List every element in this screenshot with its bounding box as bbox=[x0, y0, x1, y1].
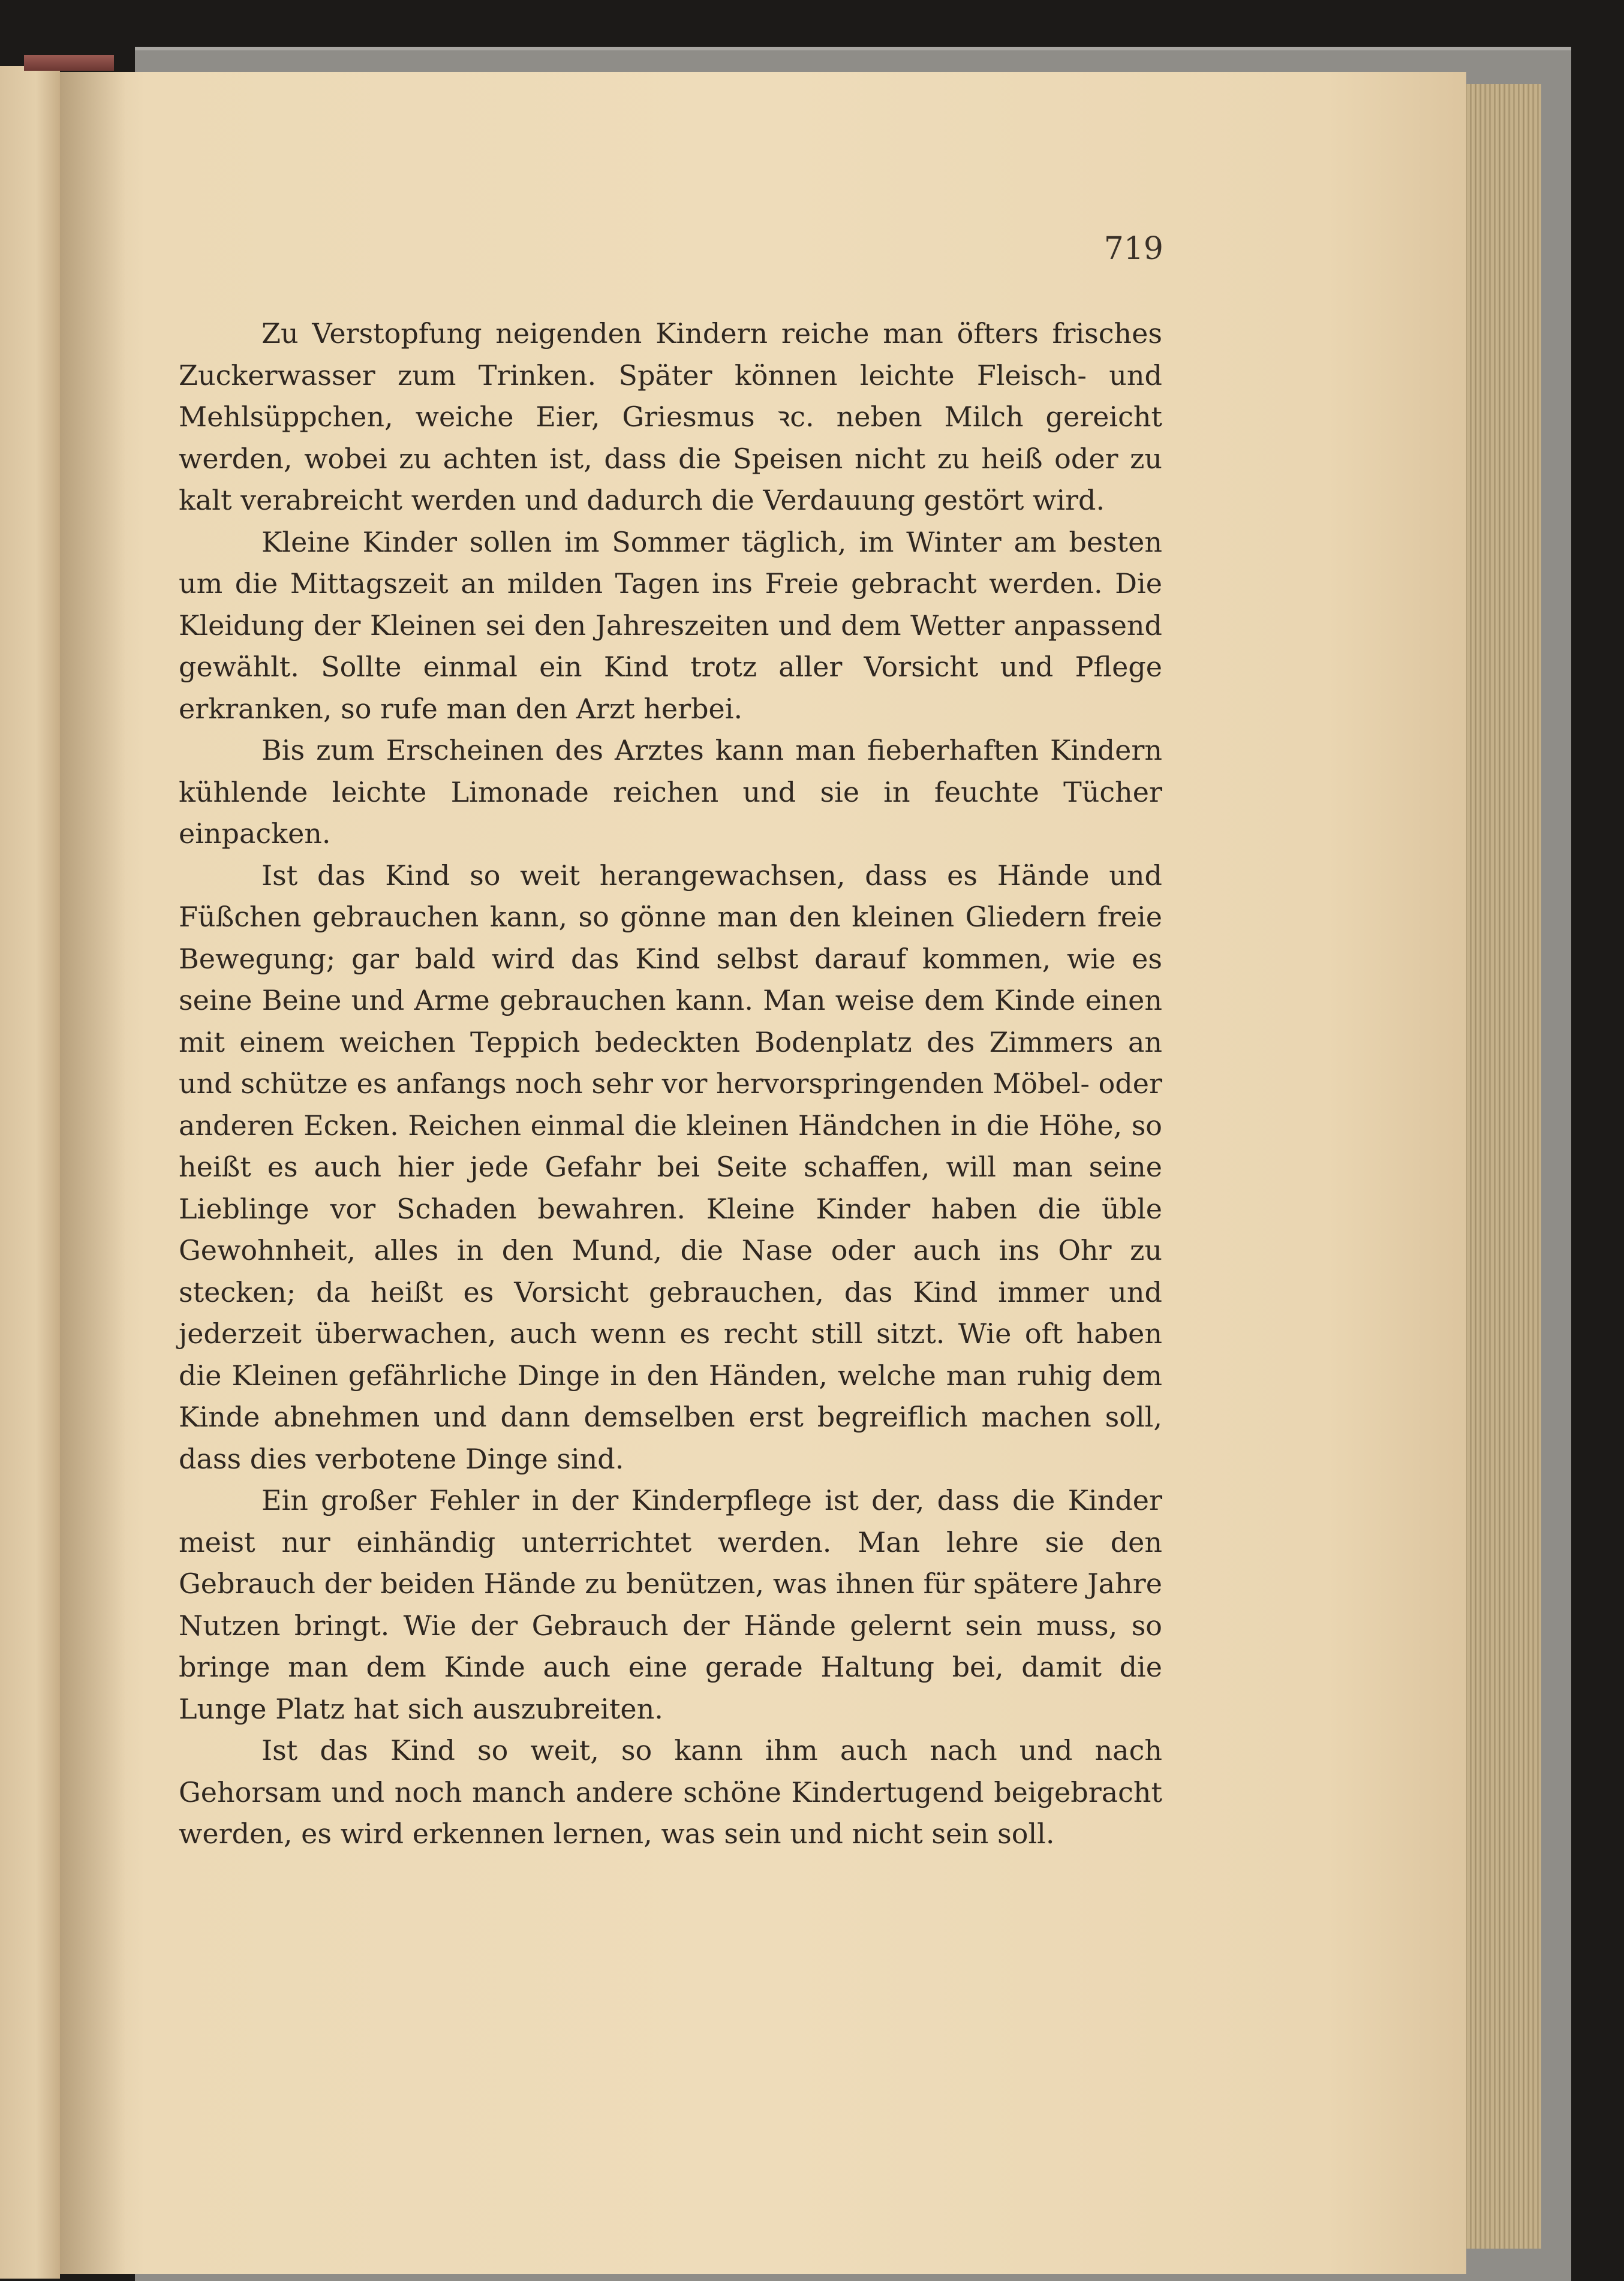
paragraph: Ist das Kind so weit, so kann ihm auch nach und nach Gehorsam und noch manch andere schöne Kindertugend beigebracht werden, es wird erkennen lernen, was sein und nicht sein soll. bbox=[179, 1734, 1162, 1850]
paragraph: Kleine Kinder sollen im Sommer täglich, im Winter am besten um die Mittagszeit an milden Tagen ins Freie gebracht werden. Die Kleidung der Kleinen sei den Jahreszeiten und dem Wetter anpassend gewählt. Sollte einmal ein Kind trotz aller Vorsicht und Pflege erkranken, so rufe man den Arzt herbei. bbox=[179, 525, 1162, 725]
paragraph: Bis zum Erscheinen des Arztes kann man fieberhaften Kindern kühlende leichte Limonade reichen und sie in feuchte Tücher einpacken. bbox=[179, 734, 1162, 850]
left-page-edge bbox=[0, 66, 60, 2279]
bookmark-ribbon bbox=[24, 55, 114, 71]
paragraph: Ein großer Fehler in der Kinderpflege ist der, dass die Kinder meist nur einhändig unterrichtet werden. Man lehre sie den Gebrauch der beiden Hände zu benützen, was ihnen für spätere Jahre Nutzen bringt. Wie der Gebrauch der Hände gelernt sein muss, so bringe man dem Kinde auch eine gerade Haltung bei, damit die Lunge Platz hat sich auszubreiten. bbox=[179, 1484, 1162, 1725]
paragraph: Zu Verstopfung neigenden Kindern reiche man öfters frisches Zuckerwasser zum Trinken. Später können leichte Fleisch- und Mehlsüppchen, weiche Eier, Griesmus ꝛc. neben Milch gereicht werden, wobei zu achten ist, dass die Speisen nicht zu heiß oder zu kalt verabreicht werden und dadurch die Verdauung gestört wird. bbox=[179, 317, 1162, 516]
paragraph: Ist das Kind so weit herangewachsen, dass es Hände und Füßchen gebrauchen kann, so gönne man den kleinen Gliedern freie Bewegung; gar bald wird das Kind selbst darauf kommen, wie es seine Beine und Arme gebrauchen kann. Man weise dem Kinde einen mit einem weichen Teppich bedeckten Bodenplatz des Zimmers an und schütze es anfangs noch sehr vor hervorspringenden Möbel- oder anderen Ecken. Reichen einmal die kleinen Händchen in die Höhe, so heißt es auch hier jede Gefahr bei Seite schaffen, will man seine Lieblinge vor Schaden bewahren. Kleine Kinder haben die üble Gewohnheit, alles in den Mund, die Nase oder auch ins Ohr zu stecken; da heißt es Vorsicht gebrauchen, das Kind immer und jederzeit überwachen, auch wenn es recht still sitzt. Wie oft haben die Kleinen gefährliche Dinge in den Händen, welche man ruhig dem Kinde abnehmen und dann demselben erst begreiflich machen soll, dass dies verbotene Dinge sind. bbox=[179, 859, 1162, 1475]
page-number: 719 bbox=[1103, 231, 1163, 267]
gutter-shadow bbox=[60, 72, 126, 2274]
body-text bbox=[179, 313, 1162, 1855]
page-edges bbox=[1463, 84, 1541, 2249]
